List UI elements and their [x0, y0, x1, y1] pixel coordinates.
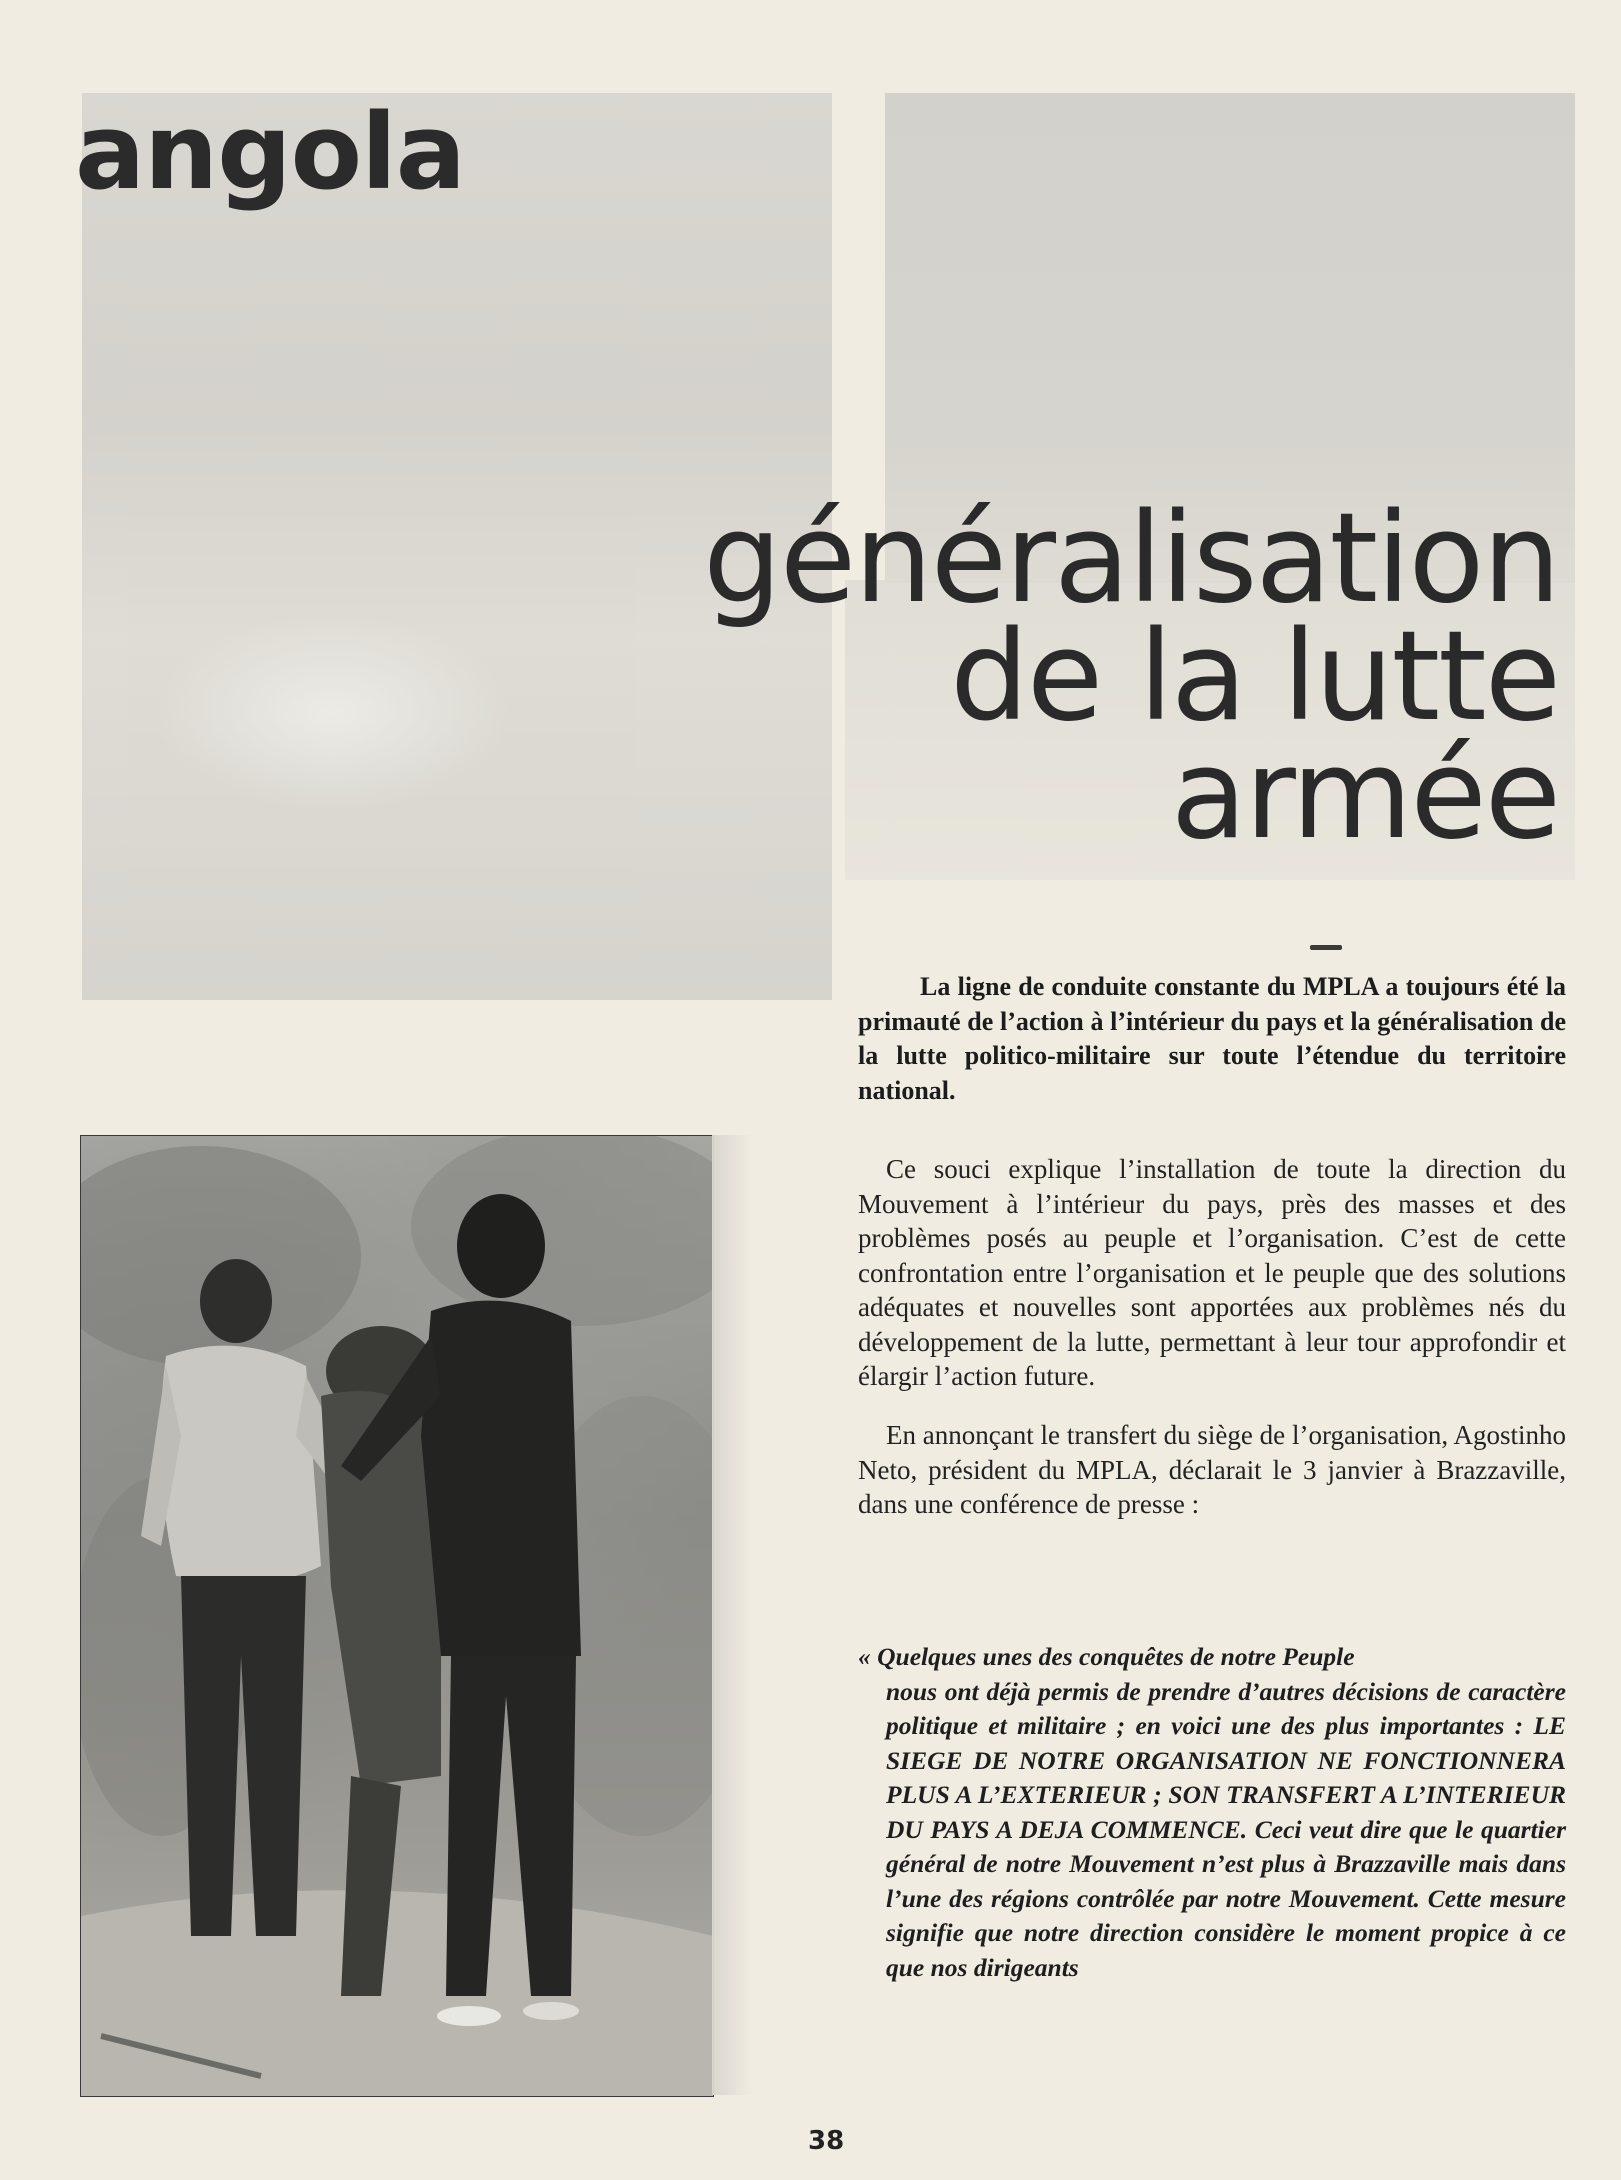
- photo-illustration: [81, 1136, 713, 2096]
- headline-line-3: armée: [1170, 723, 1559, 867]
- body-paragraph-1: Ce souci explique l’installation de toute la direction du Mouvement à l’intérieur du pays, près des masses et des problèmes posés au peuple et l’organisation. C’est de cette confrontation entre l’organisation et le peuple que des solutions adéquates et nouvelles sont apportées aux problèmes nés du développement de la lutte, permettant à leur tour approfondir et élargir l’action future.: [858, 1154, 1566, 1391]
- article-headline: [703, 487, 1559, 867]
- page-number: 38: [808, 2126, 845, 2156]
- body-paragraph-2: En annonçant le transfert du siège de l’organisation, Agostinho Neto, président du MPLA, déclarait le 3 janvier à Brazzaville, dans une conférence de presse :: [858, 1420, 1566, 1519]
- quote-opening: « Quelques unes des conquêtes de notre Peuple: [858, 1642, 1355, 1671]
- guerrilla-photo: [80, 1135, 714, 2097]
- headline-line-1: généralisation: [703, 487, 1559, 631]
- quotation-block: [858, 1640, 1566, 1985]
- section-title: angola: [75, 91, 465, 213]
- separator-dash: [1310, 945, 1342, 950]
- lead-paragraph: La ligne de conduite constante du MPLA a toujours été la primauté de l’action à l’intérieur du pays et la généralisation de la lutte politico-militaire sur toute l’étendue du territoire national.: [858, 972, 1566, 1105]
- quote-body: nous ont déjà permis de prendre d’autres décisions de caractère politique et militaire ; en voici une des plus importantes : LE SIEGE DE NOTRE ORGANISATION NE FONCTIONNERA PLUS A L’EXTERIEUR ; SON TRANSFERT A L’INTERIEUR DU PAYS A DEJA COMMENCE. Ceci veut dire que le quartier général de notre Mouvement n’est plus à Brazzaville mais dans l’une des régions contrôlée par notre Mouvement. Cette mesure signifie que notre direction considère le moment propice à ce que nos dirigeants: [886, 1676, 1566, 1982]
- photo-edge-fade: [712, 1135, 752, 2095]
- headline-line-2: de la lutte: [950, 605, 1559, 749]
